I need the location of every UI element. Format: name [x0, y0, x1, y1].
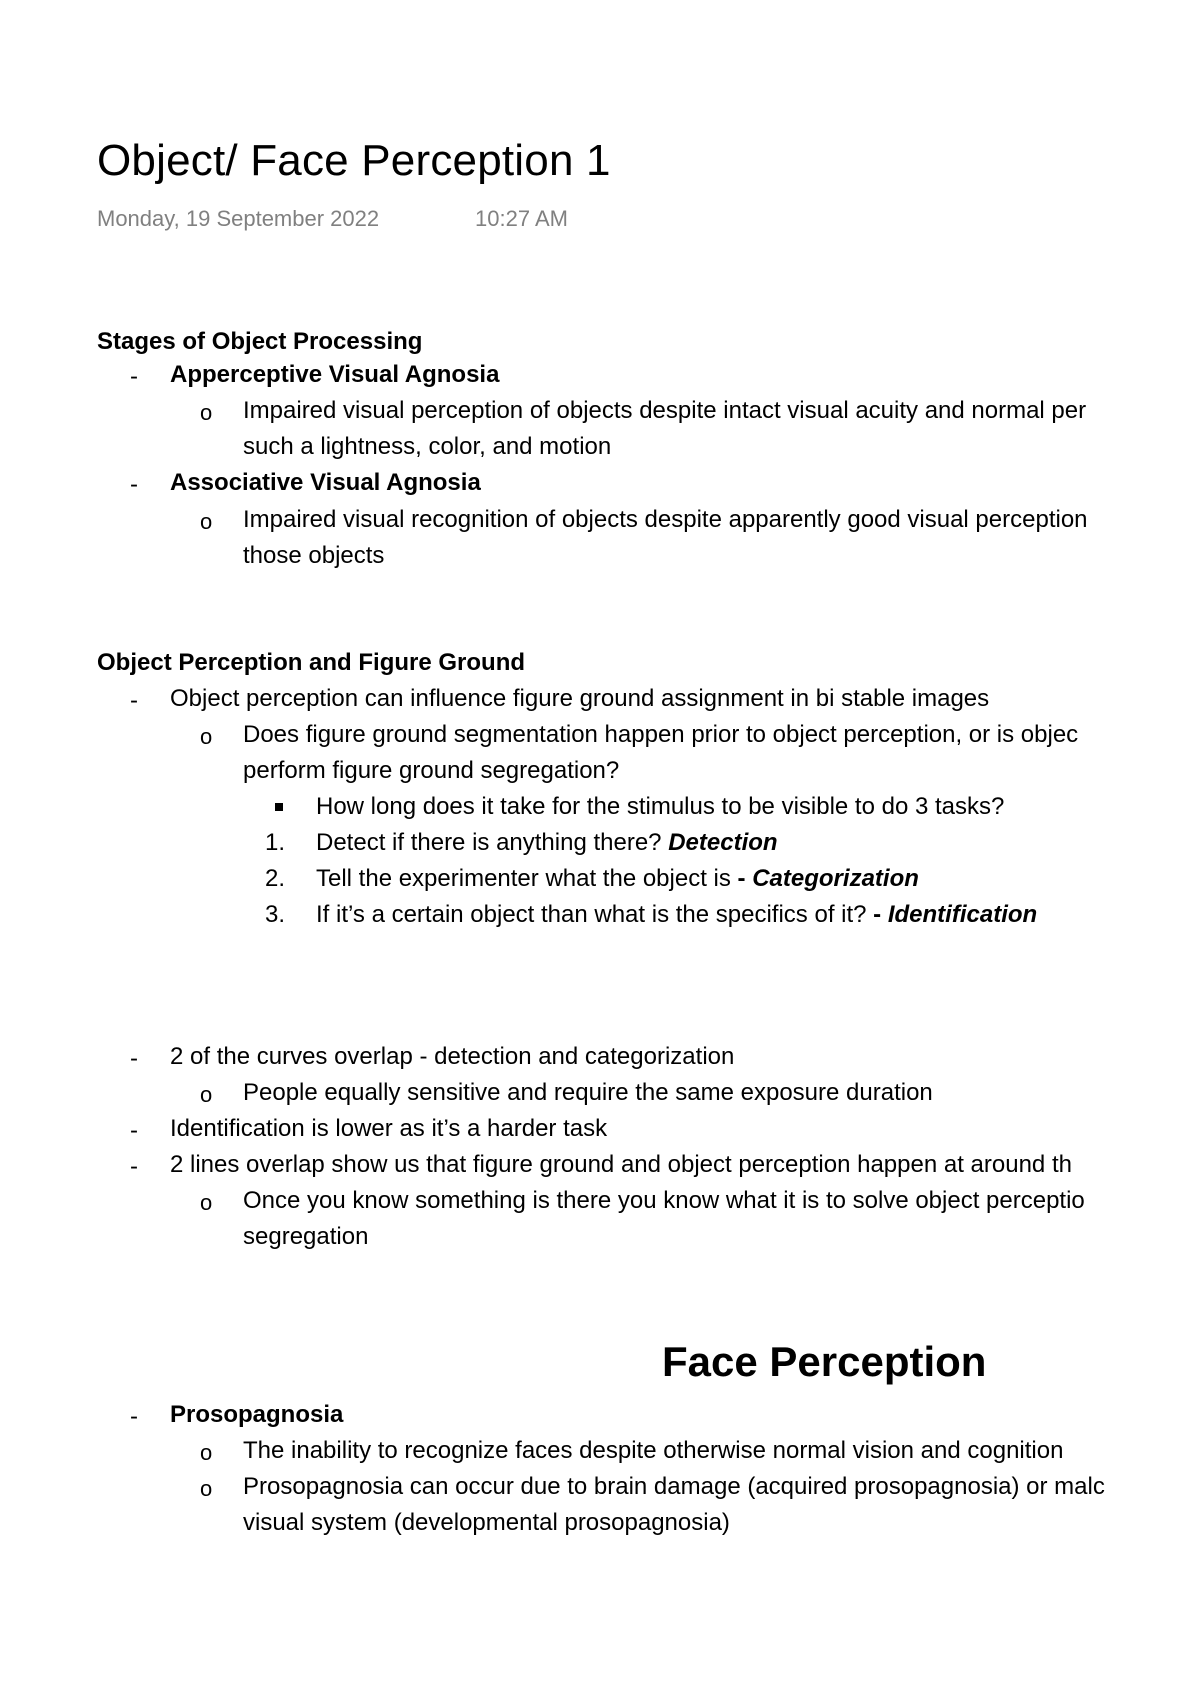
emphasis-categorization: Categorization: [752, 865, 919, 892]
associative-desc-line2: those objects: [243, 542, 385, 569]
figure-ground-question-line2: perform figure ground segregation?: [243, 757, 620, 784]
prosopagnosia-definition: The inability to recognize faces despite otherwise normal vision and cognition: [243, 1437, 1064, 1464]
numbered-item-text: Detect if there is anything there?: [316, 829, 669, 856]
section-heading-face-perception: Face Perception: [662, 1338, 987, 1385]
dash-bullet: -: [130, 687, 138, 714]
circle-bullet: o: [200, 724, 213, 749]
emphasis-dash: -: [737, 865, 753, 892]
list-number: 1.: [264, 829, 285, 856]
dash-bullet: -: [130, 1117, 138, 1144]
numbered-item-text: Tell the experimenter what the object is: [316, 865, 738, 892]
list-item-associative: Associative Visual Agnosia: [170, 469, 481, 496]
circle-bullet: o: [200, 400, 213, 425]
equally-sensitive-note: People equally sensitive and require the same exposure duration: [243, 1079, 933, 1106]
dash-bullet: -: [130, 1403, 138, 1430]
stimulus-question: How long does it take for the stimulus to be visible to do 3 tasks?: [316, 793, 1005, 820]
numbered-item-text: If it’s a certain object than what is the specifics of it?: [316, 901, 874, 928]
list-item-identification-lower: Identification is lower as it’s a harder task: [170, 1115, 608, 1142]
emphasis-dash: -: [873, 901, 888, 928]
page-date: Monday, 19 September 2022: [97, 206, 380, 231]
circle-bullet: o: [200, 509, 213, 534]
apperceptive-desc-line1: Impaired visual perception of objects despite intact visual acuity and normal per: [243, 397, 1087, 424]
apperceptive-desc-line2: such a lightness, color, and motion: [243, 433, 612, 460]
section-heading-stages: Stages of Object Processing: [97, 328, 423, 355]
numbered-item-categorization: [316, 864, 919, 894]
numbered-item-detection: [316, 828, 778, 858]
square-bullet-icon: [275, 803, 283, 811]
list-item-bistable: Object perception can influence figure ground assignment in bi stable images: [170, 685, 990, 712]
list-item-lines-overlap: 2 lines overlap show us that figure ground and object perception happen at around th: [170, 1151, 1072, 1178]
dash-bullet: -: [130, 471, 138, 498]
list-number: 2.: [264, 865, 285, 892]
figure-ground-question-line1: Does figure ground segmentation happen prior to object perception, or is objec: [243, 721, 1079, 748]
once-you-know-line2: segregation: [243, 1223, 369, 1250]
list-number: 3.: [264, 901, 285, 928]
emphasis-detection: Detection: [668, 829, 778, 856]
prosopagnosia-causes-line1: Prosopagnosia can occur due to brain damage (acquired prosopagnosia) or malc: [243, 1473, 1105, 1500]
numbered-item-identification: [316, 900, 1037, 930]
dash-bullet: -: [130, 1153, 138, 1180]
circle-bullet: o: [200, 1440, 213, 1465]
page-title: Object/ Face Perception 1: [97, 136, 611, 185]
circle-bullet: o: [200, 1190, 213, 1215]
once-you-know-line1: Once you know something is there you know what it is to solve object perceptio: [243, 1187, 1085, 1214]
circle-bullet: o: [200, 1082, 213, 1107]
list-item-prosopagnosia: Prosopagnosia: [170, 1401, 344, 1428]
circle-bullet: o: [200, 1476, 213, 1501]
list-item-apperceptive: Apperceptive Visual Agnosia: [170, 361, 500, 388]
dash-bullet: -: [130, 1045, 138, 1072]
list-item-curves-overlap: 2 of the curves overlap - detection and categorization: [170, 1043, 735, 1070]
associative-desc-line1: Impaired visual recognition of objects despite apparently good visual perception: [243, 506, 1088, 533]
section-heading-figure-ground: Object Perception and Figure Ground: [97, 649, 526, 676]
emphasis-identification: Identification: [887, 901, 1038, 928]
page-time: 10:27 AM: [475, 206, 568, 231]
prosopagnosia-causes-line2: visual system (developmental prosopagnosia): [243, 1509, 730, 1536]
dash-bullet: -: [130, 363, 138, 390]
